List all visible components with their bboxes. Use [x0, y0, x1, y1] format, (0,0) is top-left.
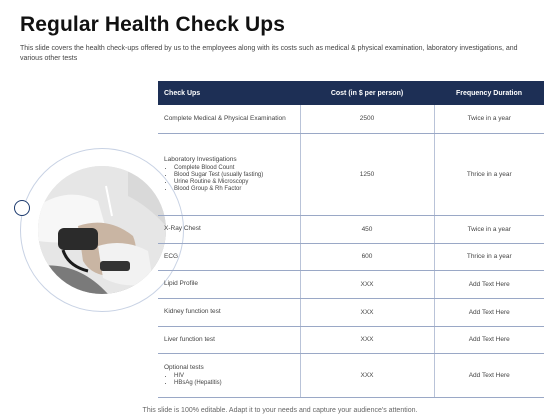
cost-cell: 450 [300, 215, 434, 243]
table-row [158, 353, 544, 397]
list-item: • Complete Blood Count [174, 165, 296, 172]
checkup-label: Optional tests [164, 363, 204, 371]
list-item: • Urine Routine & Microscopy [174, 179, 296, 186]
cost-cell: XXX [300, 353, 434, 397]
table-row [158, 326, 544, 353]
doctor-blood-pressure-photo [38, 166, 166, 294]
checkup-cell [158, 133, 300, 215]
list-item: • Blood Group & Rh Factor [174, 186, 296, 193]
frequency-cell: Add Text Here [434, 298, 544, 326]
checkup-cell: Kidney function test [158, 298, 300, 326]
frequency-cell: Add Text Here [434, 270, 544, 298]
header-checkups: Check Ups [158, 81, 300, 105]
header-frequency: Frequency Duration [434, 81, 544, 105]
page-subtitle: This slide covers the health check-ups offered by us to the employees along with its costs such as medical & physical examination, laboratory investigations, and various other tests [20, 45, 518, 62]
table-row [158, 105, 544, 133]
page-title: Regular Health Check Ups [20, 13, 285, 36]
checkup-label: Laboratory Investigations [164, 155, 237, 163]
cost-cell: XXX [300, 326, 434, 353]
frequency-cell: Add Text Here [434, 353, 544, 397]
table-row [158, 215, 544, 243]
cost-cell: XXX [300, 270, 434, 298]
cost-cell: 2500 [300, 105, 434, 133]
checkups-table [158, 81, 544, 398]
checkup-cell: Liver function test [158, 326, 300, 353]
table-row [158, 270, 544, 298]
sub-test-list [164, 373, 296, 387]
frequency-cell: Thrice in a year [434, 243, 544, 270]
frequency-cell: Twice in a year [434, 105, 544, 133]
sub-test-list [164, 165, 296, 193]
cost-cell: 1250 [300, 133, 434, 215]
table-header-row [158, 81, 544, 105]
list-item: • HIV [174, 373, 296, 380]
header-cost: Cost (in $ per person) [300, 81, 434, 105]
ring-dot-icon [14, 200, 30, 216]
frequency-cell: Twice in a year [434, 215, 544, 243]
list-item: • Blood Sugar Test (usually fasting) [174, 172, 296, 179]
checkup-cell: ECG [158, 243, 300, 270]
frequency-cell: Add Text Here [434, 326, 544, 353]
cost-cell: 600 [300, 243, 434, 270]
checkup-cell: Complete Medical & Physical Examination [158, 105, 300, 133]
footer-note: This slide is 100% editable. Adapt it to your needs and capture your audience's attention. [142, 407, 418, 414]
checkup-cell: X-Ray Chest [158, 215, 300, 243]
table-row [158, 243, 544, 270]
table-row [158, 298, 544, 326]
checkup-cell [158, 353, 300, 397]
photo-illustration [38, 166, 166, 294]
checkup-cell: Lipid Profile [158, 270, 300, 298]
cost-cell: XXX [300, 298, 434, 326]
table-row [158, 133, 544, 215]
frequency-cell: Thrice in a year [434, 133, 544, 215]
list-item: • HBsAg (Hepatitis) [174, 380, 296, 387]
